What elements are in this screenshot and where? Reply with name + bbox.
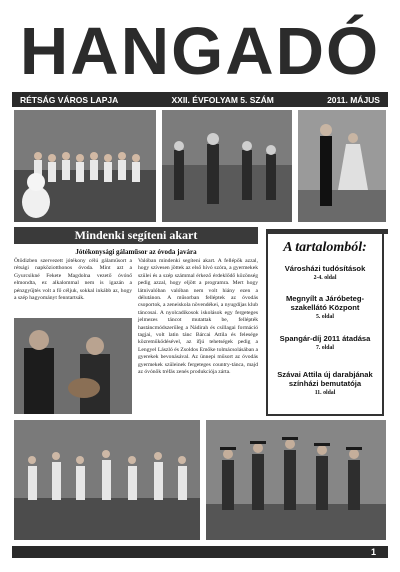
photo-musicians [14,318,132,414]
publication-name: RÉTSÁG VÁROS LAPJA [20,94,119,105]
photo-latin-dancers [298,110,386,222]
photo-costume-dance-art [14,420,200,540]
issue-date: 2011. MÁJUS [327,94,380,105]
article-headline: Mindenki segíteni akart [14,227,258,244]
toc-item-page: 7. oldal [315,345,335,351]
article-subhead: Jótékonysági gálaműsor az óvoda javára [75,248,197,256]
toc-item-title: Spangár-díj 2011 átadása [279,334,371,343]
photo-children-choir [14,110,156,222]
toc-item-page: 11. oldal [314,390,336,396]
photo-costume-dance [14,420,200,540]
toc-item[interactable] [270,370,380,398]
toc-item-title: Megnyílt a Járóbeteg-szakellátó Központ [285,294,365,312]
toc-item[interactable] [270,294,380,322]
toc-title: A tartalomból: [283,240,367,255]
volume-issue: XXII. ÉVFOLYAM 5. SZÁM [171,94,274,105]
toc-item-title: Városházi tudósítások [284,264,366,273]
photo-children-choir-art [14,110,156,222]
photo-musicians-art [14,318,132,414]
toc-top-bar [266,229,388,234]
toc-item-title: Szávai Attila új darabjának színházi bemutatója [277,370,373,388]
page-footer [12,546,388,558]
page-number: 1 [370,547,376,557]
masthead-title: HANGADÓ [19,14,381,89]
toc-item[interactable] [270,264,380,283]
photo-country-dance [206,420,386,540]
photo-latin-dancers-art [298,110,386,222]
toc-item-page: 5. oldal [315,314,335,320]
table-of-contents [266,230,384,416]
article-column-2: Valóban mindenki segíteni akart. A fellépők azzal, hogy szívesen jöttek az első hívó szóra, a gyermekek szülei és a szép számmal érkező érdeklődő közönség pedig azzal, hogy eljött a programra. Mert hogy látnivalóban valóban nem volt hiány ezen a délutánon. A műsorban felléptek az óvodás csoportok, a zeneiskola növendékei, a nyugdíjas klub táncosai. A nyolcadikosok iskolások egy fergeteges jelmezes táncot mutattak be, fellépték hastáncmódszerűleg a Nádirah és csillagai formáció tagjai, volt latin tánc Bárcai Attila és felesége közreműködésével, az ifjú tehetségek pedig a Lengyel László és Zsoldos Emőke tolmácsolásában a gyerekek bevonásával. Az ünnepi műsort az óvodás gyermekek szüleinek fergeteges country-tánca, majd az óvónők tréfás zenés produkciója zárta. [138,258,258,376]
toc-item-page: 2-4. oldal [313,275,337,281]
toc-item[interactable] [270,334,380,353]
masthead-info-bar [12,92,388,107]
photo-belly-dancers-art [162,110,292,222]
photo-belly-dancers [162,110,292,222]
photo-country-dance-art [206,420,386,540]
article-column-1: Ötödizben szervezett jótékony célú gálaműsort a rétsági napköziotthonos óvoda. Mint azt a Gyurcsikné Fekete Magdolna vezető óvónő elmondta, ez alkalommal nem is igazán a pénzgyűjtés volt a fő céljuk, sokkal inkább az, hogy a szép hagyományt fenntartsák. [14,258,132,302]
